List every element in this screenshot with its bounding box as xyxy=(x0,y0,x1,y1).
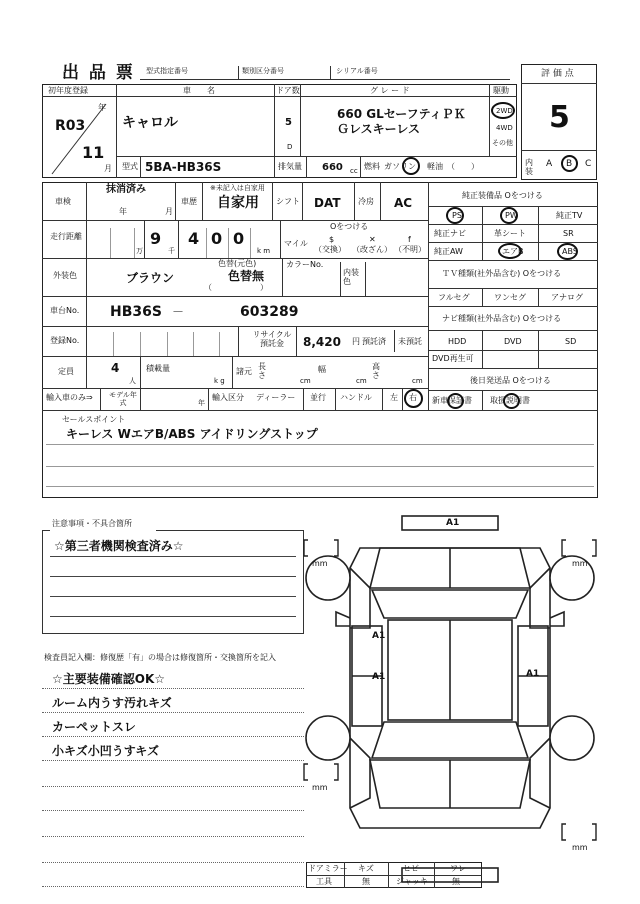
recycle-label: リサイクル預託金 xyxy=(252,330,292,348)
color-paren: （ ） xyxy=(204,283,268,292)
option-pw: PW xyxy=(505,211,518,220)
mileage-sym3: f xyxy=(408,235,411,244)
history-label: 車歴 xyxy=(181,197,197,206)
caution-text: ☆第三者機関検査済み☆ xyxy=(54,539,184,553)
vehicle-name-label: 車 名 xyxy=(183,86,215,95)
handle-right: 右 xyxy=(409,393,417,402)
drive-4wd: 4WD xyxy=(496,124,513,132)
interior-b-circle xyxy=(561,155,578,172)
history-note: ※未記入は自家用 xyxy=(210,184,265,192)
ac-label: 冷房 xyxy=(358,197,374,206)
car-damage-diagram xyxy=(300,508,600,888)
color-no-label: カラーNo. xyxy=(286,260,324,269)
fuel-gasoline: ガソリン xyxy=(384,162,416,171)
option-leather: 革シート xyxy=(494,229,526,238)
later-title: 後日発送品 Oをつける xyxy=(470,376,551,385)
chassis-prefix: HB36S xyxy=(110,304,162,320)
first-reg-year: R03 xyxy=(55,118,86,134)
handle-right-circle xyxy=(404,389,423,408)
month-unit: 月 xyxy=(104,164,112,173)
import-label: 輸入車のみ⇒ xyxy=(46,393,93,402)
option-navi: 純正ナビ xyxy=(434,229,466,238)
option-abs-circle xyxy=(557,243,578,260)
mileage-note: Oをつける xyxy=(330,222,369,231)
handle-left: 左 xyxy=(390,393,398,402)
dims-width-cm: cm xyxy=(356,377,367,385)
dims-length: 長さ xyxy=(258,362,266,380)
option-airbag-circle xyxy=(498,243,522,259)
damage-mark-right-fender: A1 xyxy=(526,669,540,679)
doors-sub: D xyxy=(287,143,293,151)
dvd-player: DVD再生可 xyxy=(432,354,474,363)
load-label: 積載量 xyxy=(146,364,170,373)
import-type-label: 輸入区分 xyxy=(212,393,244,402)
fuel-diesel: 軽油 xyxy=(427,162,443,171)
interior-color-label: 内装色 xyxy=(343,268,359,286)
option-sr: SR xyxy=(563,229,574,238)
drive-label: 駆動 xyxy=(493,86,509,95)
option-aw: 純正AW xyxy=(434,247,463,256)
mm-unit-4: mm xyxy=(572,843,588,852)
navi-dvd: DVD xyxy=(504,337,522,346)
drive-2wd: 2WD xyxy=(496,107,513,115)
mileage-digit-3: 0 xyxy=(211,229,223,248)
inspection-month-unit: 月 xyxy=(165,207,173,216)
interior-b: B xyxy=(566,159,573,169)
navi-sd: SD xyxy=(565,337,577,346)
fuel-label: 燃料 xyxy=(364,162,380,171)
note-item-4: 小キズ小凹うすキズ xyxy=(52,744,160,758)
mileage-man: 万 xyxy=(136,247,143,255)
import-model-year: モデル年式 xyxy=(109,391,137,407)
grade-label: グ レ ー ド xyxy=(370,86,410,95)
tv-type-title: ＴＶ種類(社外品含む) Oをつける xyxy=(442,269,562,278)
shift-value: DAT xyxy=(314,196,341,210)
first-reg-month: 11 xyxy=(82,143,105,162)
note-item-3: カーペットスレ xyxy=(52,720,136,734)
ac-value: AC xyxy=(394,196,413,210)
acc-jack: ジャッキ xyxy=(396,877,428,886)
dims-label: 諸元 xyxy=(236,367,252,376)
mileage-km: k m xyxy=(257,247,271,255)
tv-analog: アナログ xyxy=(551,293,583,302)
mileage-label: 走行距離 xyxy=(50,232,82,241)
mileage-mile: マイル xyxy=(284,239,308,248)
history-value: 自家用 xyxy=(217,195,259,211)
displacement-value: 660 xyxy=(322,162,343,173)
option-ps-circle xyxy=(446,207,464,224)
mileage-digit-4: 0 xyxy=(233,229,245,248)
later-manual: 取扱説明書 xyxy=(490,396,530,405)
navi-type-title: ナビ種類(社外品含む) Oをつける xyxy=(442,314,562,323)
mileage-sen: 千 xyxy=(168,247,175,255)
inspector-label: 検査員記入欄：修復歴「有」の場合は修復箇所・交換箇所を記入 xyxy=(44,653,276,662)
chassis-number: 603289 xyxy=(240,304,299,320)
chassis-dash: － xyxy=(172,305,185,319)
note-item-2: ルーム内うす汚れキズ xyxy=(52,696,172,710)
option-airbag: エアB xyxy=(502,247,524,256)
recycle-not-deposited: 未預託 xyxy=(398,337,422,346)
tv-oneseg: ワンセグ xyxy=(494,293,526,302)
acc-jack-value: 無 xyxy=(452,877,460,886)
note-item-1: ☆主要装備確認OK☆ xyxy=(52,672,166,686)
inspection-value: 抹消済み xyxy=(106,184,146,195)
option-pw-circle xyxy=(500,207,518,224)
import-dealer: ディーラー xyxy=(256,393,296,402)
mileage-digit-1: 9 xyxy=(150,229,162,248)
mm-unit-2: mm xyxy=(572,559,588,568)
dims-height-cm: cm xyxy=(412,377,423,385)
drive-2wd-circle xyxy=(491,102,515,119)
color-original-label: 色替(元色) xyxy=(218,259,257,268)
acc-break: ワレ xyxy=(450,864,466,873)
mileage-sym1: $ xyxy=(329,235,335,244)
handle-label: ハンドル xyxy=(340,393,372,402)
acc-door-mirror: ドアミラー xyxy=(308,864,348,873)
interior-c: C xyxy=(585,159,592,169)
damage-mark-front-bumper: A1 xyxy=(446,518,460,528)
mileage-modified: （改ざん） xyxy=(352,245,392,254)
model-designation-label: 型式指定番号 xyxy=(146,67,188,75)
interior-a: A xyxy=(546,159,553,169)
color-label: 外装色 xyxy=(53,271,77,280)
acc-tools: 工具 xyxy=(316,877,332,886)
fuel-paren: （ ） xyxy=(447,162,479,171)
option-abs: ABS xyxy=(562,247,578,256)
dims-length-cm: cm xyxy=(300,377,311,385)
genuine-title: 純正装備品 Oをつける xyxy=(462,191,543,200)
year-unit: 年 xyxy=(98,103,106,112)
recycle-deposited: 預託済 xyxy=(362,337,386,346)
model-value: 5BA-HB36S xyxy=(145,160,222,174)
fuel-gasoline-circle xyxy=(402,157,420,175)
displacement-label: 排気量 xyxy=(278,162,302,171)
color-value: ブラウン xyxy=(126,271,175,285)
registration-label: 登録No. xyxy=(50,336,80,345)
model-label: 型式 xyxy=(122,162,138,171)
color-original-value: 色替無 xyxy=(228,269,265,283)
inspection-label: 車検 xyxy=(55,197,71,206)
later-warranty: 新車保証書 xyxy=(432,396,472,405)
capacity-label: 定員 xyxy=(58,367,74,376)
first-reg-label: 初年度登録 xyxy=(48,86,88,95)
mileage-sym2: ✕ xyxy=(369,235,376,244)
caution-label: 注意事項・不具合箇所 xyxy=(52,519,132,528)
grade-line1: 660 GLセーフティＰＫ xyxy=(337,107,466,121)
load-unit: k g xyxy=(214,377,225,385)
mileage-unknown: （不明） xyxy=(394,245,426,254)
acc-crack: ヒビ xyxy=(403,864,419,873)
mm-unit-3: mm xyxy=(312,783,328,792)
chassis-label: 車台No. xyxy=(50,306,80,315)
mm-unit-1: mm xyxy=(312,559,328,568)
recycle-value: 8,420 xyxy=(303,335,341,349)
cc-unit: cc xyxy=(350,167,358,175)
evaluation-label: 評 価 点 xyxy=(541,69,574,79)
drive-other: その他 xyxy=(492,139,513,147)
category-label: 類別区分番号 xyxy=(242,67,284,75)
manual-circle xyxy=(503,393,520,409)
damage-mark-roof-lower: A1 xyxy=(372,672,386,682)
import-parallel: 並行 xyxy=(310,393,326,402)
mileage-digit-2: 4 xyxy=(188,229,200,248)
option-ps: PS xyxy=(452,211,462,220)
evaluation-score: 5 xyxy=(549,100,570,135)
mileage-exchange: （交換） xyxy=(314,245,346,254)
dims-width: 幅 xyxy=(318,365,326,374)
interior-label: 内装 xyxy=(525,158,533,176)
doors-value: 5 xyxy=(285,117,292,128)
grade-line2: Ｇレスキーレス xyxy=(337,122,421,136)
navi-hdd: HDD xyxy=(448,337,467,346)
vehicle-name: キャロル xyxy=(122,115,178,131)
inspection-year-unit: 年 xyxy=(119,207,127,216)
acc-scratch: キズ xyxy=(358,864,374,873)
form-title: 出 品 票 xyxy=(62,63,135,83)
doors-label: ドア数 xyxy=(276,86,300,95)
selling-points-label: セールスポイント xyxy=(62,415,126,424)
shift-label: シフト xyxy=(276,197,300,206)
selling-points-text: キーレス WエアB/ABS アイドリングストップ xyxy=(66,427,318,441)
capacity-unit: 人 xyxy=(129,377,136,385)
damage-mark-roof-upper: A1 xyxy=(372,631,386,641)
acc-tools-value: 無 xyxy=(362,877,370,886)
warranty-circle xyxy=(447,393,464,409)
option-tv: 純正TV xyxy=(556,211,583,220)
capacity-value: 4 xyxy=(111,361,120,375)
recycle-unit: 円 xyxy=(352,337,360,346)
import-year-unit: 年 xyxy=(198,399,205,407)
serial-label: シリアル番号 xyxy=(336,67,378,75)
tv-fullseg: フルセグ xyxy=(438,293,470,302)
dims-height: 高さ xyxy=(372,362,380,380)
